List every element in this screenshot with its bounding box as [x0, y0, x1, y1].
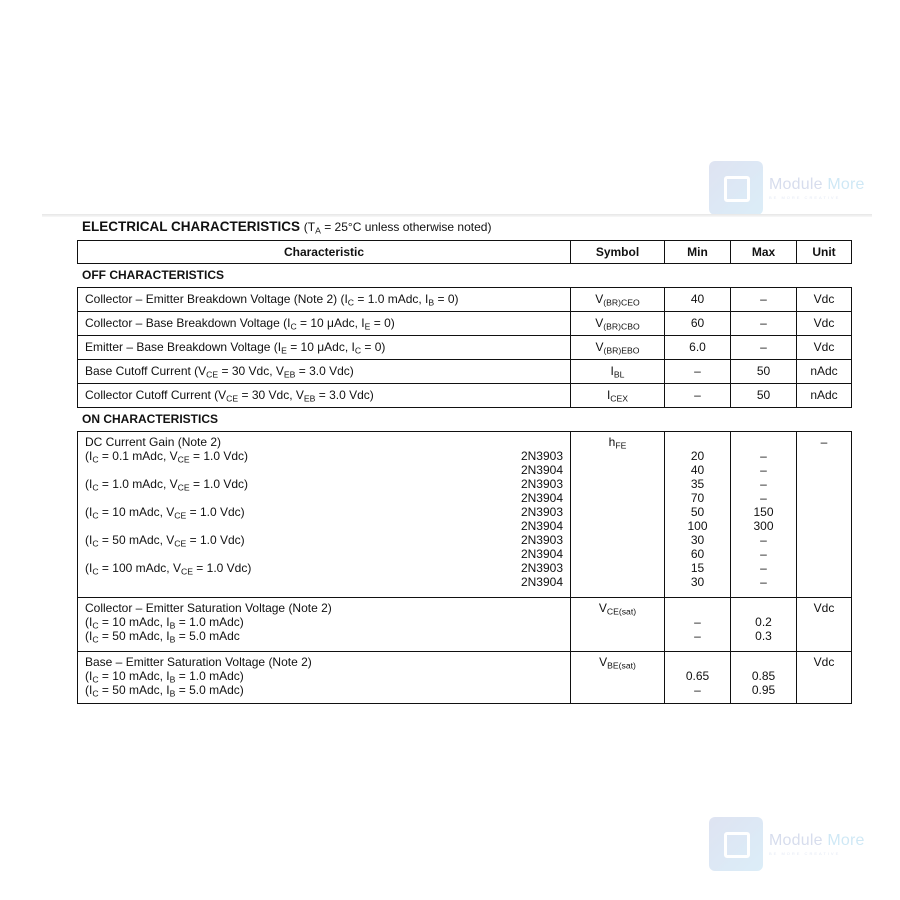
header-symbol: Symbol [570, 241, 664, 263]
device-part-number: 2N3903 [520, 477, 563, 491]
hfe-max: 300 [753, 519, 774, 533]
max-value: 50 [730, 384, 796, 407]
characteristic: Collector – Base Breakdown Voltage ($I_C = 10$ μAdc, $I_E = 0$) [85, 316, 395, 332]
max-value: – [730, 312, 796, 335]
hfe-title: DC Current Gain (Note 2) [85, 435, 222, 449]
unit-hfe: – [796, 432, 851, 597]
device-part-number: 2N3904 [520, 519, 563, 533]
symbol: $V_{(BR)EBO}$ [570, 336, 664, 359]
hfe-condition-line [85, 463, 570, 477]
table-header [77, 240, 852, 264]
hfe-max: – [760, 575, 767, 589]
hfe-condition-line [85, 547, 570, 561]
unit: Vdc [796, 312, 851, 335]
hfe-condition-line: ($I_C = 50$ mAdc, $V_{CE} = 1.0$ Vdc) 2N3903 [85, 533, 570, 547]
min-value: 40 [664, 288, 730, 311]
hfe-condition-line: ($I_C = 1.0$ mAdc, $V_{CE} = 1.0$ Vdc) 2N3903 [85, 477, 570, 491]
condition-line: ($I_C = 10$ mAdc, $I_B = 1.0$ mAdc) [85, 615, 244, 631]
max-value: 50 [730, 360, 796, 383]
table-row-hfe [78, 432, 851, 597]
hfe-max: 150 [753, 505, 774, 519]
unit: nAdc [796, 384, 851, 407]
hfe-condition-line [85, 519, 570, 533]
condition-line: ($I_C = 50$ mAdc, $I_B = 5.0$ mAdc [85, 629, 240, 645]
section-off-characteristics: OFF CHARACTERISTICS [82, 268, 224, 282]
header-max: Max [730, 241, 796, 263]
section-on-characteristics: ON CHARACTERISTICS [82, 412, 219, 426]
header-unit: Unit [796, 241, 851, 263]
characteristic: Emitter – Base Breakdown Voltage ($I_E = 10$ μAdc, $I_C = 0$) [85, 340, 386, 356]
off-characteristics-table [77, 287, 852, 408]
table-row [78, 311, 851, 335]
characteristic: Collector – Emitter Breakdown Voltage (Note 2) ($I_C = 1.0$ mAdc, $I_B = 0$) [85, 292, 459, 308]
hfe-max: – [760, 449, 767, 463]
symbol: $I_{CEX}$ [570, 384, 664, 407]
hfe-max: – [760, 561, 767, 575]
table-row-vbesat: Base – Emitter Saturation Voltage (Note 2) ($I_C = 10$ mAdc, $I_B = 1.0$ mAdc) ($I_C = 50$ mAdc, $I_B = 5.0$ mAdc) $V_{BE(sat)}$ 0.65 – 0.85 0.95 Vdc [78, 651, 851, 703]
table-row [78, 359, 851, 383]
on-characteristics-table [77, 431, 852, 704]
characteristic: Base Cutoff Current ($V_{CE} = 30$ Vdc, $V_{EB} = 3.0$ Vdc) [85, 364, 354, 380]
device-part-number: 2N3904 [520, 463, 563, 477]
watermark-top: Module More BE MORE CREATIVE [709, 161, 865, 215]
table-row [78, 288, 851, 311]
device-part-number: 2N3904 [520, 575, 563, 589]
table-row-vcesat: Collector – Emitter Saturation Voltage (Note 2) ($I_C = 10$ mAdc, $I_B = 1.0$ mAdc) ($I_C = 50$ mAdc, $I_B = 5.0$ mAdc $V_{CE(sat)}$ – – 0.2 0.3 Vdc [78, 597, 851, 651]
hfe-min: 35 [690, 477, 705, 491]
header-characteristic: Characteristic [283, 245, 365, 259]
hfe-min: 70 [690, 491, 705, 505]
device-part-number: 2N3903 [520, 561, 563, 575]
hfe-max: – [760, 547, 767, 561]
symbol: $V_{(BR)CEO}$ [570, 288, 664, 311]
hfe-min: 50 [690, 505, 705, 519]
symbol-hfe: $h_{FE}$ [570, 432, 664, 597]
watermark-bottom: Module More BE MORE CREATIVE [709, 817, 865, 871]
hfe-condition-line: ($I_C = 100$ mAdc, $V_{CE} = 1.0$ Vdc) 2N3903 [85, 561, 570, 575]
header-min: Min [664, 241, 730, 263]
device-part-number: 2N3903 [520, 533, 563, 547]
hfe-min: 30 [690, 533, 705, 547]
unit: Vdc [796, 288, 851, 311]
unit: nAdc [796, 360, 851, 383]
symbol-vbesat: $V_{BE(sat)}$ [570, 652, 664, 703]
table-row [78, 383, 851, 407]
hfe-condition-line: ($I_C = 0.1$ mAdc, $V_{CE} = 1.0$ Vdc) 2N3903 [85, 449, 570, 463]
device-part-number: 2N3904 [520, 491, 563, 505]
hfe-min: 20 [690, 449, 705, 463]
condition-line: ($I_C = 10$ mAdc, $I_B = 1.0$ mAdc) [85, 669, 244, 685]
hfe-min: 30 [690, 575, 705, 589]
min-value: – [664, 384, 730, 407]
device-part-number: 2N3904 [520, 547, 563, 561]
hfe-min: 15 [690, 561, 705, 575]
symbol-vcesat: $V_{CE(sat)}$ [570, 598, 664, 651]
hfe-max: – [760, 491, 767, 505]
symbol: $V_{(BR)CBO}$ [570, 312, 664, 335]
page-title: ELECTRICAL CHARACTERISTICS ($T_A = 25^\circ C$ unless otherwise noted) [82, 219, 492, 236]
hfe-condition-line: ($I_C = 10$ mAdc, $V_{CE} = 1.0$ Vdc) 2N3903 [85, 505, 570, 519]
min-value: 60 [664, 312, 730, 335]
min-value: 6.0 [664, 336, 730, 359]
condition-line: ($I_C = 50$ mAdc, $I_B = 5.0$ mAdc) [85, 683, 244, 699]
characteristic: Collector Cutoff Current ($V_{CE} = 30$ Vdc, $V_{EB} = 3.0$ Vdc) [85, 388, 374, 404]
hfe-condition-line [85, 491, 570, 505]
hfe-min: 100 [687, 519, 708, 533]
hfe-condition-line [85, 575, 570, 589]
chip-logo-icon [709, 161, 763, 215]
hfe-min: 60 [690, 547, 705, 561]
unit: Vdc [796, 336, 851, 359]
min-value: – [664, 360, 730, 383]
device-part-number: 2N3903 [520, 449, 563, 463]
symbol: $I_{BL}$ [570, 360, 664, 383]
device-part-number: 2N3903 [520, 505, 563, 519]
chip-logo-icon [709, 817, 763, 871]
max-value: – [730, 288, 796, 311]
max-value: – [730, 336, 796, 359]
table-row [78, 335, 851, 359]
hfe-min: 40 [690, 463, 705, 477]
hfe-max: – [760, 463, 767, 477]
hfe-max: – [760, 533, 767, 547]
hfe-max: – [760, 477, 767, 491]
divider [42, 214, 872, 217]
